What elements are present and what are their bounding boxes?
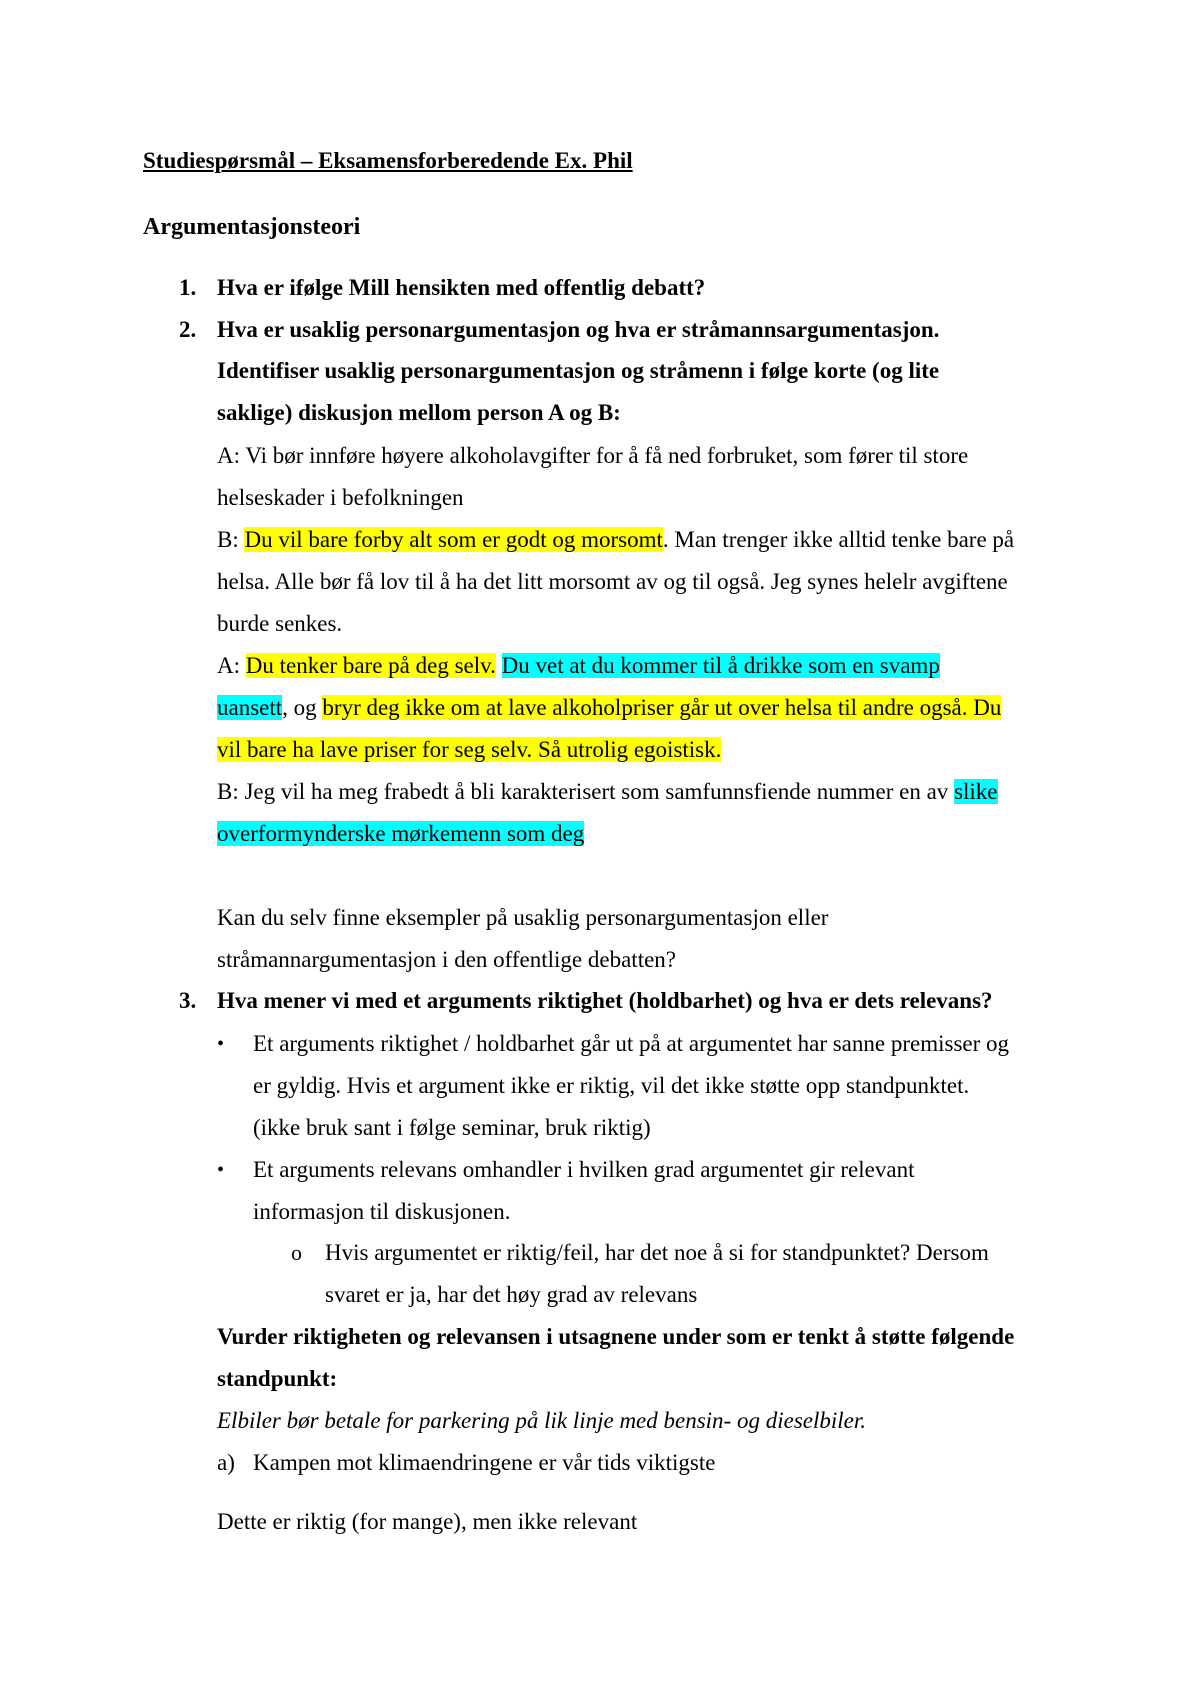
dialogue-a2-line3 <box>217 735 721 765</box>
bullet-2-line2: informasjon til diskusjonen. <box>253 1199 511 1224</box>
a2-highlight-yellow-1: Du tenker bare på deg selv. <box>245 653 496 678</box>
q2-line1: Hva er usaklig personargumentasjon og hva er stråmannsargumentasjon. <box>217 317 940 342</box>
a2-mid: , og <box>282 695 323 720</box>
sub-bullet-line2: svaret er ja, har det høy grad av relevans <box>325 1282 698 1307</box>
item-a-text: Kampen mot klimaendringene er vår tids viktigste <box>253 1450 716 1475</box>
item-a-label: a) <box>217 1450 235 1475</box>
dialogue-b2-line2 <box>217 819 584 849</box>
b2-highlight-cyan-1: slike <box>954 779 998 804</box>
a2-highlight-cyan-1: Du vet at du kommer til å drikke som en svamp <box>501 653 940 678</box>
q1-number: 1. <box>179 275 197 300</box>
bullet-1-icon: • <box>217 1033 225 1055</box>
dialogue-a1-line1: A: Vi bør innføre høyere alkoholavgifter for å få ned forbruket, som fører til store <box>217 443 969 468</box>
q2-extra-line1: Kan du selv finne eksempler på usaklig personargumentasjon eller <box>217 905 829 930</box>
sub-bullet-line1: Hvis argumentet er riktig/feil, har det noe å si for standpunktet? Dersom <box>325 1240 989 1265</box>
bullet-1-line1: Et arguments riktighet / holdbarhet går ut på at argumentet har sanne premisser og <box>253 1031 1010 1056</box>
a2-highlight-cyan-2: uansett <box>217 695 283 720</box>
q3-text: Hva mener vi med et arguments riktighet (holdbarhet) og hva er dets relevans? <box>217 988 993 1013</box>
task-line1: Vurder riktigheten og relevansen i utsagnene under som er tenkt å støtte følgende <box>217 1324 1015 1349</box>
section-heading: Argumentasjonsteori <box>143 214 361 240</box>
document-title: Studiespørsmål – Eksamensforberedende Ex. Phil <box>143 148 633 173</box>
bullet-1-line3: (ikke bruk sant i følge seminar, bruk riktig) <box>253 1115 651 1140</box>
dialogue-b1-line3: burde senkes. <box>217 611 343 636</box>
answer-text: Dette er riktig (for mange), men ikke relevant <box>217 1509 638 1534</box>
bullet-1-line2: er gyldig. Hvis et argument ikke er riktig, vil det ikke støtte opp standpunktet. <box>253 1073 970 1098</box>
bullet-2-icon: • <box>217 1159 225 1181</box>
task-line2: standpunkt: <box>217 1366 338 1391</box>
q2-extra-line2: stråmannargumentasjon i den offentlige debatten? <box>217 947 677 972</box>
dialogue-a2-line2 <box>217 693 1001 723</box>
b2-text: B: Jeg vil ha meg frabedt å bli karakterisert som samfunnsfiende nummer en av <box>217 779 955 804</box>
b1-rest: . Man trenger ikke alltid tenke bare på <box>662 527 1015 552</box>
q2-line3: saklige) diskusjon mellom person A og B: <box>217 400 621 425</box>
q1-text: Hva er ifølge Mill hensikten med offentlig debatt? <box>217 275 706 300</box>
dialogue-b1-line2: helsa. Alle bør få lov til å ha det litt morsomt av og til også. Jeg synes helelr avgiftene <box>217 569 1008 594</box>
sub-bullet-icon: o <box>291 1240 302 1265</box>
q2-number: 2. <box>179 317 197 342</box>
b2-highlight-cyan-2: overformynderske mørkemenn som deg <box>217 821 585 846</box>
standpoint: Elbiler bør betale for parkering på lik linje med bensin- og dieselbiler. <box>217 1408 867 1433</box>
dialogue-b2-line1 <box>217 777 998 807</box>
b1-highlight-yellow: Du vil bare forby alt som er godt og morsomt <box>244 527 663 552</box>
b1-prefix: B: <box>217 527 245 552</box>
q3-number: 3. <box>179 988 197 1013</box>
a2-highlight-yellow-3: vil bare ha lave priser for seg selv. Så utrolig egoistisk. <box>217 737 722 762</box>
dialogue-a1-line2: helseskader i befolkningen <box>217 485 464 510</box>
bullet-2-line1: Et arguments relevans omhandler i hvilken grad argumentet gir relevant <box>253 1157 915 1182</box>
dialogue-a2-line1 <box>217 651 940 681</box>
a2-highlight-yellow-2: bryr deg ikke om at lave alkoholpriser går ut over helsa til andre også. Du <box>322 695 1002 720</box>
dialogue-b1-line1 <box>217 525 1014 555</box>
q2-line2: Identifiser usaklig personargumentasjon og stråmenn i følge korte (og lite <box>217 358 940 383</box>
a2-space <box>496 653 502 678</box>
a2-prefix: A: <box>217 653 246 678</box>
